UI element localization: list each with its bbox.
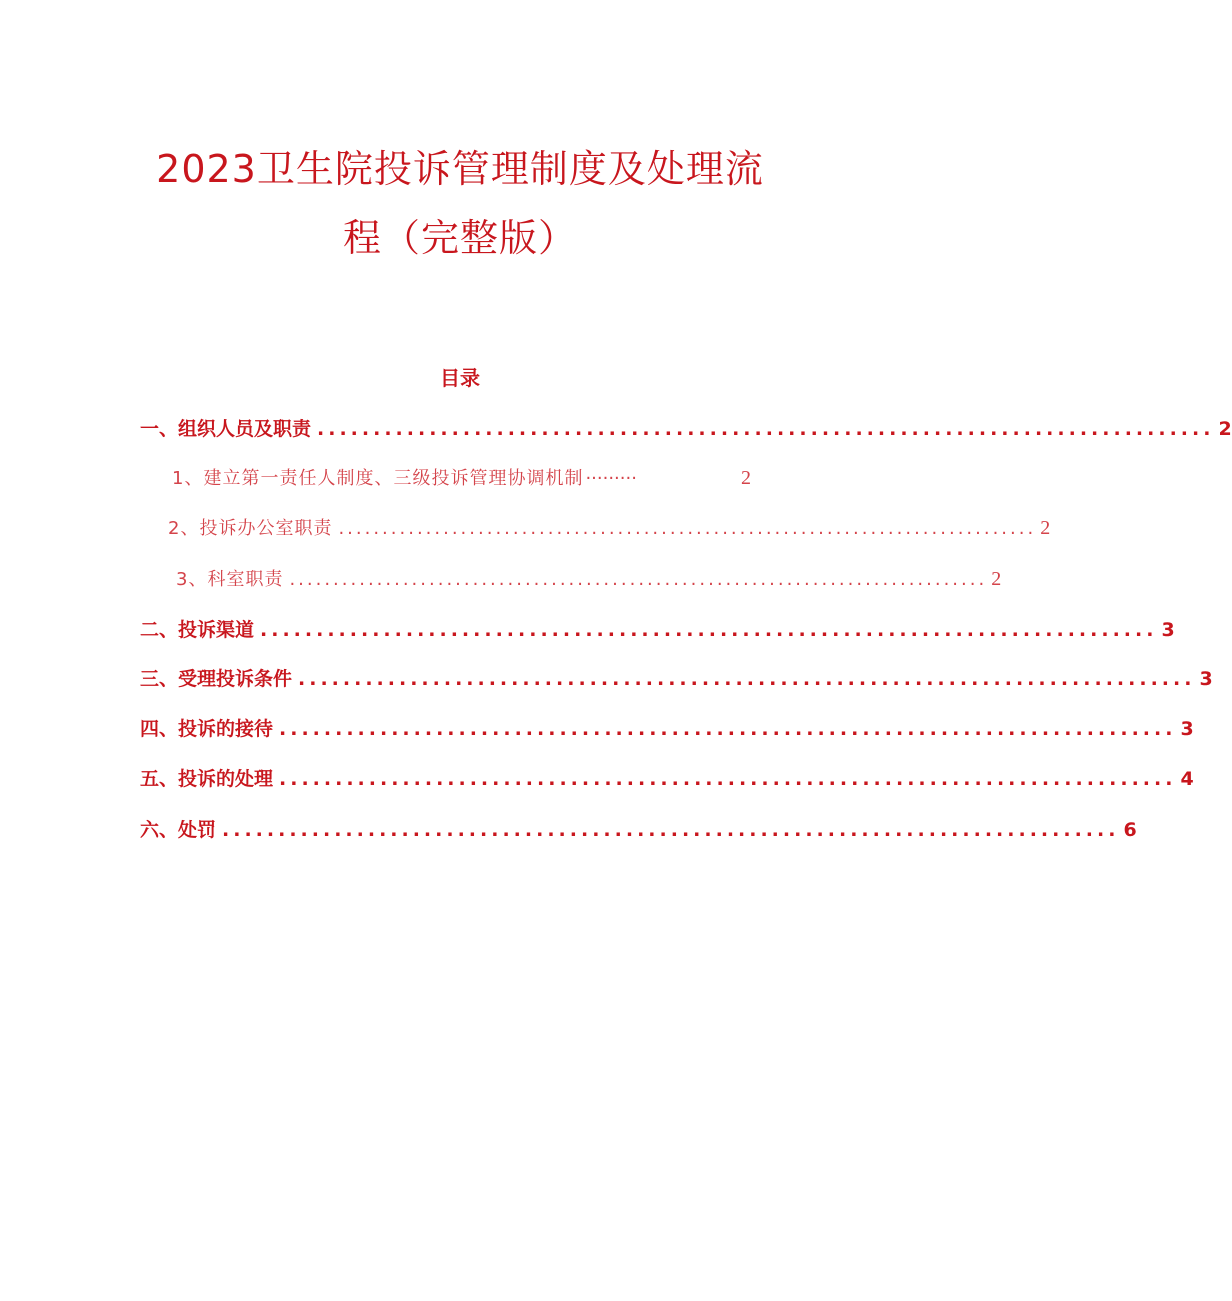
toc-page-number: 2: [741, 467, 752, 489]
toc-entry-label: 二、投诉渠道: [140, 619, 255, 641]
toc-entry-3[interactable]: [140, 664, 1213, 691]
toc-page-number: 3: [1199, 668, 1213, 690]
toc-entry-label: 2、投诉办公室职责: [168, 518, 333, 539]
toc-page-number: 2: [991, 568, 1003, 590]
toc-leader-dots: ................................................................................: [298, 668, 1196, 690]
toc-page-number: 3: [1180, 718, 1194, 740]
toc-entry-label: 3、科室职责: [176, 569, 284, 590]
document-title-line1: 2023卫生院投诉管理制度及处理流: [156, 147, 764, 191]
toc-heading: 目录: [440, 366, 480, 390]
toc-leader-dots: ................................................................................: [222, 819, 1120, 841]
toc-page-number: 4: [1180, 768, 1194, 790]
toc-leader-dots: ................................................................................: [289, 569, 988, 590]
toc-page-number: 2: [1040, 517, 1052, 539]
toc-entry-label: 三、受理投诉条件: [140, 668, 293, 690]
toc-leader-dots: ................................................................................: [338, 518, 1037, 539]
toc-leader-dots: ·········: [585, 468, 637, 489]
toc-entry-1-1[interactable]: [172, 464, 752, 490]
toc-entry-5[interactable]: [140, 764, 1194, 791]
toc-entry-label: 1、建立第一责任人制度、三级投诉管理协调机制: [172, 468, 584, 489]
toc-page-number: 2: [1218, 418, 1232, 440]
toc-leader-dots: ................................................................................: [317, 418, 1215, 440]
toc-entry-label: 四、投诉的接待: [140, 718, 274, 740]
toc-leader-dots: ................................................................................: [279, 768, 1177, 790]
document-title-line2: 程（完整版）: [342, 216, 577, 260]
toc-entry-label: 一、组织人员及职责: [140, 418, 312, 440]
toc-entry-label: 六、处罚: [140, 819, 217, 841]
toc-entry-1[interactable]: [140, 414, 1232, 441]
toc-leader-dots: ................................................................................: [279, 718, 1177, 740]
toc-entry-6[interactable]: [140, 815, 1137, 842]
toc-entry-1-2[interactable]: [168, 514, 1052, 540]
toc-page-number: 6: [1123, 819, 1137, 841]
toc-page-number: 3: [1161, 619, 1175, 641]
toc-leader-dots: ................................................................................: [260, 619, 1158, 641]
toc-entry-4[interactable]: [140, 714, 1194, 741]
toc-entry-label: 五、投诉的处理: [140, 768, 274, 790]
toc-entry-2[interactable]: [140, 615, 1175, 642]
toc-entry-1-3[interactable]: [176, 565, 1003, 591]
